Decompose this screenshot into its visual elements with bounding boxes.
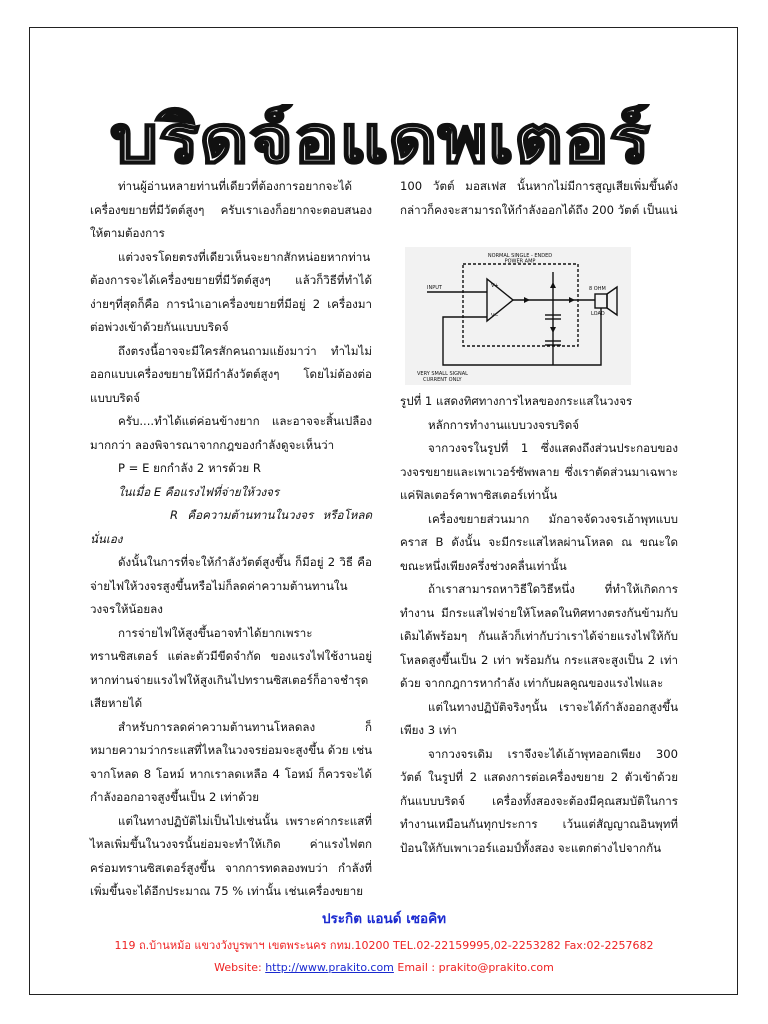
formula-line: P = E ยกกำลัง 2 หารด้วย R xyxy=(118,461,261,475)
load-label: LOAD xyxy=(591,311,605,317)
definition-line: R คือความต้านทานในวงจร หรือโหลด นั่นเอง xyxy=(90,508,372,546)
note-label: VERY SMALL SIGNAL xyxy=(417,371,468,377)
paragraph: จากวงจรเดิม เราจึงจะได้เอ้าพุทออกเพียง 300 วัตต์ ในรูปที่ 2 แสดงการต่อเครื่องขยาย 2 ตัวเข้าด้วยกันแบบบริดจ์ เครื่องทั้งสองจะต้องมีคุณสมบัติในการทำงานเหมือนกันทุกประการ เว้นแต่สัญญาณอินพุทที่ป้อนให้กับเพาเวอร์แอมป์ทั้งสอง จะแตกต่างไปจากกัน xyxy=(400,746,678,855)
paragraph: เครื่องขยายส่วนมาก มักอาจจัดวงจรเอ้าพุทแบบคราส B ดังนั้น จะมีกระแสไหลผ่านโหลด ณ ขณะใดขณะหนึ่งเพียงครึ่งช่วงคลื่นเท่านั้น xyxy=(400,511,678,573)
paragraph: แต่ในทางปฏิบัติจริงๆนั้น เราจะได้กำลังออกสูงขึ้นเพียง 3 เท่า xyxy=(400,699,678,737)
circuit-diagram-figure-1 xyxy=(405,247,631,385)
input-label: INPUT xyxy=(427,285,442,291)
definition-line: ในเมื่อ E คือแรงไฟที่จ่ายให้วงจร xyxy=(118,484,280,499)
paragraph: ถ้าเราสามารถหาวิธีใดวิธีหนึ่ง ที่ทำให้เกิดการทำงาน มีกระแสไฟจ่ายให้โหลดในทิศทางตรงกันข้ามกับเดิมได้พร้อมๆ กันแล้วก็เท่ากับว่าเราได้จ่ายแรงไฟให้กับโหลดสูงขึ้นเป็น 2 เท่า พร้อมกัน กระแสจะสูงเป็น 2 เท่าด้วย จากกฎการหากำลัง เท่ากับผลคูณของแรงไฟและ xyxy=(400,582,678,690)
paragraph: ถึงตรงนี้อาจจะมีใครสักคนถามแย้งมาว่า ทำไมไม่ออกแบบเครื่องขยายให้มีกำลังวัตต์สูงๆ โดยไม่ต้องต่อแบบบริดจ์ xyxy=(90,343,372,405)
email-text[interactable]: Email : prakito@prakito.com xyxy=(397,961,554,974)
paragraph: สำหรับการลดค่าความต้านทานโหลดลง ก็หมายความว่ากระแสที่ไหลในวงจรย่อมจะสูงขึ้น ด้วย เช่นจากโหลด 8 โอหม์ หากเราลดเหลือ 4 โอหม์ ก็ควรจะได้กำลังออกอาจสูงขึ้นเป็น 2 เท่าด้วย xyxy=(90,719,373,804)
diagram-header: NORMAL SINGLE - ENDED xyxy=(487,253,553,259)
left-column xyxy=(90,175,372,904)
note-label: CURRENT ONLY xyxy=(423,377,462,383)
vplus-label: V+ xyxy=(491,283,499,289)
vminus-label: V− xyxy=(491,313,499,319)
paragraph: จากวงจรในรูปที่ 1 ซึ่งแสดงถึงส่วนประกอบของวงจรขยายและเพาเวอร์ซัพพลาย ซึ่งเราตัดส่วนมาเฉพาะแค่ฟิลเตอร์คาพาซิสเตอร์เท่านั้น xyxy=(400,441,678,502)
paragraph: ครับ....ทำได้แต่ค่อนข้างยาก และอาจจะสิ้นเปลืองมากกว่า ลองพิจารณาจากกฎของกำลังดูจะเห็นว่า xyxy=(90,414,372,452)
right-column-top xyxy=(400,175,678,222)
figure-caption: รูปที่ 1 แสดงทิศทางการไหลของกระแสในวงจร xyxy=(400,394,633,408)
load-label: 8 OHM xyxy=(589,286,606,292)
contact-line xyxy=(30,961,738,974)
page-title xyxy=(100,104,660,174)
title-text: บริดจ์อแดพเตอร์ xyxy=(110,104,650,174)
paragraph: แต่วงจรโดยตรงที่เดียวเห็นจะยากสักหน่อยหากท่านต้องการจะได้เครื่องขยายที่มีวัตต์สูงๆ แล้วก็วิธีที่ทำได้ง่ายๆที่สุดก็คือ การนำเอาเครื่องขยายที่มีอยู่ 2 เครื่องมาต่อพ่วงเข้าด้วยกันแบบบริดจ์ xyxy=(90,249,372,334)
section-heading: หลักการทำงานแบบวงจรบริดจ์ xyxy=(428,417,580,432)
website-link[interactable]: http://www.prakito.com xyxy=(265,961,394,974)
paragraph: ท่านผู้อ่านหลายท่านที่เดียวที่ต้องการอยากจะได้เครื่องขยายที่มีวัตต์สูงๆ ครับเราเองก็อยากจะตอบสนองให้ตามต้องการ xyxy=(90,179,372,240)
paragraph: แต่ในทางปฏิบัติไม่เป็นไปเช่นนั้น เพราะค่ากระแสที่ไหลเพิ่มขึ้นในวงจรนั้นย่อมจะทำให้เกิด ค่าแรงไฟตกคร่อมทรานซิสเตอร์สูงขึ้น จากการทดลองพบว่า กำลังที่เพิ่มขึ้นจะได้อีกประมาณ 75 % เท่านั้น เช่นเครื่องขยาย xyxy=(90,813,372,898)
paragraph: 100 วัตต์ มอสเฟส นั้นหากไม่มีการสูญเสียเพิ่มขึ้นดังกล่าวก็คงจะสามารถให้กำลังออกได้ถึง 200 วัตต์ เป็นแน่ xyxy=(400,179,678,217)
paragraph: การจ่ายไฟให้สูงขึ้นอาจทำได้ยากเพราะ ทรานซิสเตอร์ แต่ละตัวมีขีดจำกัด ของแรงไฟใช้งานอยู่ หากท่านจ่ายแรงไฟให้สูงเกินไปทรานซิสเตอร์ก็อาจชำรุดเสียหายได้ xyxy=(90,625,372,710)
diagram-header: POWER AMP xyxy=(504,258,536,265)
right-column xyxy=(400,390,678,860)
website-label: Website: xyxy=(214,961,262,974)
title-outline-text xyxy=(100,104,660,174)
paragraph: ดังนั้นในการที่จะให้กำลังวัตต์สูงขึ้น ก็มีอยู่ 2 วิธี คือ จ่ายไฟให้วงจรสูงขึ้นหรือไม่ก็ลดค่าความต้านทานในวงจรให้น้อยลง xyxy=(90,555,372,616)
company-name: ประกิต แอนด์ เซอคิท xyxy=(321,911,447,927)
company-address: 119 ถ.บ้านหม้อ แขวงวังบูรพาฯ เขตพระนคร กทม.10200 TEL.02-22159995,02-2253282 Fax:02-2257682 xyxy=(114,939,654,952)
